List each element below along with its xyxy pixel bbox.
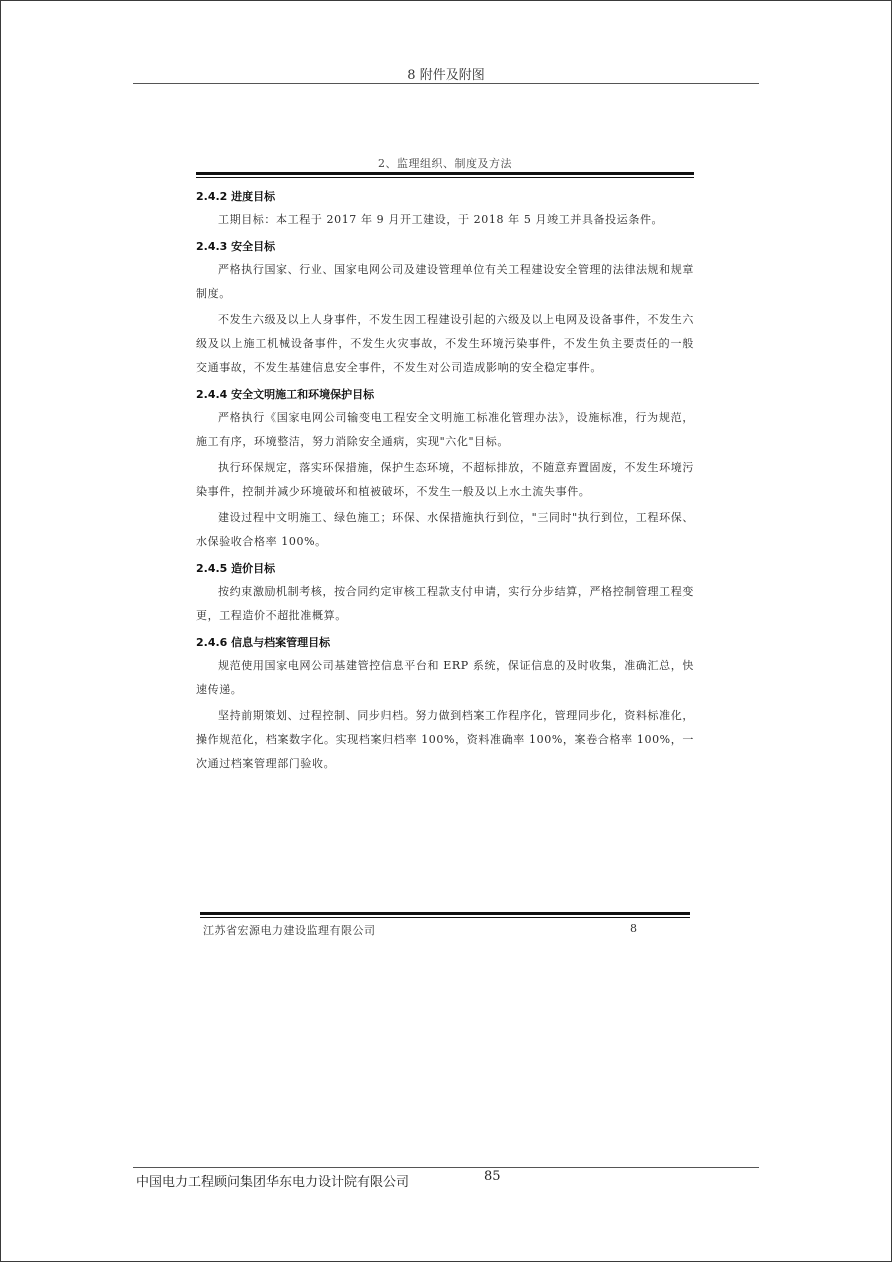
section-heading: 2.4.4 安全文明施工和环境保护目标: [196, 388, 375, 401]
paragraph: 工期目标：本工程于 2017 年 9 月开工建设，于 2018 年 5 月竣工并具备投运条件。: [218, 213, 664, 226]
paragraph: 坚持前期策划、过程控制、同步归档。努力做到档案工作程序化，管理同步化，资料标准化，操作规范化，档案数字化。实现档案归档率 100%，资料准确率 100%，案卷合格率 100%，一次通过档案管理部门验收。: [196, 709, 694, 770]
inner-header-title: 2、监理组织、制度及方法: [378, 157, 512, 170]
paragraph: 严格执行国家、行业、国家电网公司及建设管理单位有关工程建设安全管理的法律法规和规章制度。: [196, 263, 694, 300]
outer-header-title: 8 附件及附图: [407, 68, 485, 83]
document-body: [196, 182, 694, 778]
inner-header-rule-thin: [196, 177, 694, 178]
paragraph: 执行环保规定，落实环保措施，保护生态环境，不超标排放，不随意弃置固废，不发生环境污染事件，控制并减少环境破坏和植被破坏，不发生一般及以上水土流失事件。: [196, 461, 694, 498]
section-heading: 2.4.5 造价目标: [196, 562, 276, 575]
section-civilized-construction-target: [196, 384, 694, 554]
outer-header-rule: [133, 83, 759, 84]
paragraph: 规范使用国家电网公司基建管控信息平台和 ERP 系统，保证信息的及时收集，准确汇总，快速传递。: [196, 659, 694, 696]
outer-footer-rule: [133, 1167, 759, 1168]
inner-footer-company: 江苏省宏源电力建设监理有限公司: [203, 924, 376, 937]
inner-footer-rule-thick: [200, 912, 690, 915]
outer-footer-page-number: 85: [484, 1169, 501, 1184]
paragraph: 按约束激励机制考核，按合同约定审核工程款支付申请，实行分步结算，严格控制管理工程变更，工程造价不超批准概算。: [196, 585, 694, 622]
inner-footer-rule-thin: [200, 917, 690, 918]
section-info-archive-target: [196, 632, 694, 776]
section-progress-target: [196, 186, 694, 232]
section-heading: 2.4.6 信息与档案管理目标: [196, 636, 331, 649]
inner-header-rule-thick: [196, 172, 694, 175]
section-heading: 2.4.3 安全目标: [196, 240, 276, 253]
paragraph: 建设过程中文明施工、绿色施工；环保、水保措施执行到位，"三同时"执行到位，工程环保、水保验收合格率 100%。: [196, 511, 694, 548]
outer-footer-company: 中国电力工程顾问集团华东电力设计院有限公司: [136, 1175, 410, 1190]
section-safety-target: [196, 236, 694, 380]
section-cost-target: [196, 558, 694, 628]
paragraph: 不发生六级及以上人身事件，不发生因工程建设引起的六级及以上电网及设备事件，不发生六级及以上施工机械设备事件，不发生火灾事故，不发生环境污染事件，不发生负主要责任的一般交通事故，不发生基建信息安全事件，不发生对公司造成影响的安全稳定事件。: [196, 313, 694, 374]
inner-footer-page-number: 8: [630, 922, 637, 935]
paragraph: 严格执行《国家电网公司输变电工程安全文明施工标准化管理办法》，设施标准，行为规范，施工有序，环境整洁，努力消除安全通病，实现"六化"目标。: [196, 411, 694, 448]
section-heading: 2.4.2 进度目标: [196, 190, 276, 203]
